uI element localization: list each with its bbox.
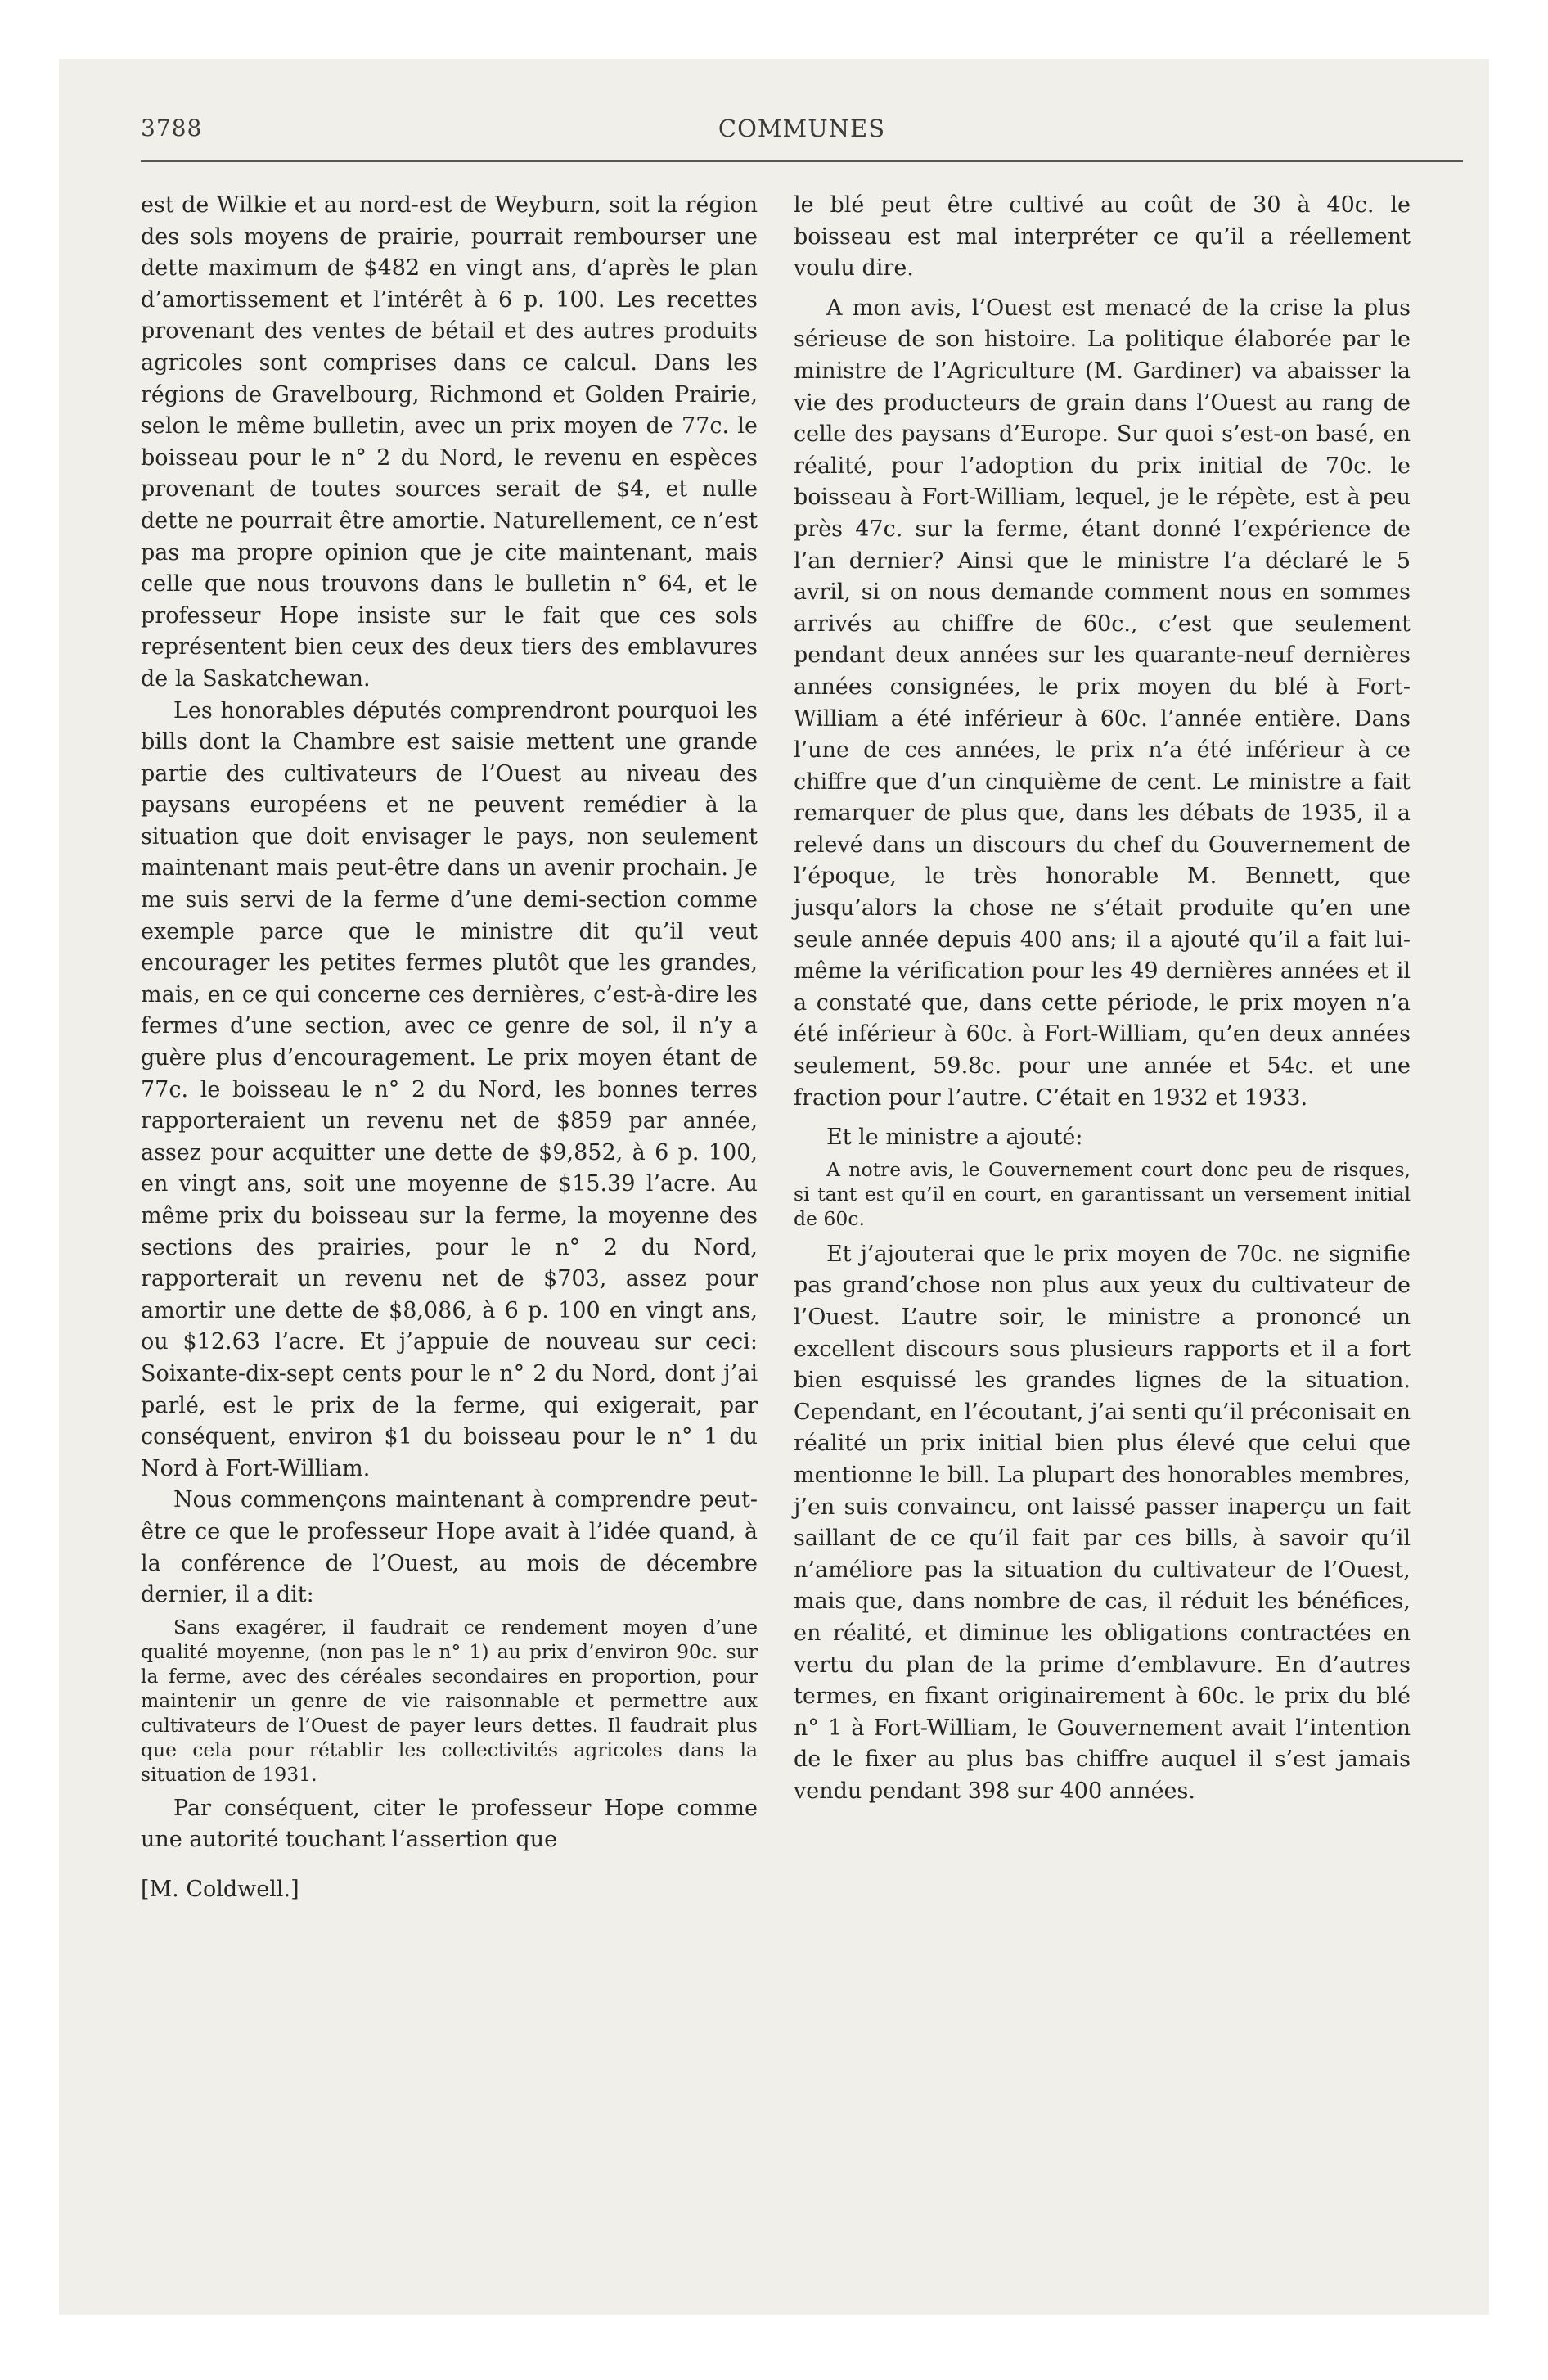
block-quote: Sans exagérer, il faudrait ce rendement moyen d’une qualité moyenne, (non pas le n° 1) au prix d’environ 90c. sur la ferme, avec des céréales secondaires en proportion, pour maintenir un genre de vie raisonnable et permettre aux cultivateurs de l’Ouest de payer leurs dettes. Il faudrait plus que cela pour rétablir les collectivités agricoles dans la situation de 1931. (141, 1615, 758, 1786)
paragraph: le blé peut être cultivé au coût de 30 à 40c. le boisseau est mal interpréter ce qu’il a réellement voulu dire. (794, 192, 1411, 282)
paragraph: Nous commençons maintenant à comprendre peut-être ce que le professeur Hope avait à l’idée quand, à la conférence de l’Ouest, au mois de décembre dernier, il a dit: (141, 1487, 758, 1608)
page-number: 3788 (141, 115, 203, 142)
page (59, 59, 1489, 2315)
paragraph: A mon avis, l’Ouest est menacé de la crise la plus sérieuse de son histoire. La politique élaborée par le ministre de l’Agriculture (M. Gardiner) va abaisser la vie des producteurs de grain dans l’Ouest au rang de celle des paysans d’Europe. Sur quoi s’est-on basé, en réalité, pour l’adoption du prix initial de 70c. le boisseau à Fort-William, lequel, je le répète, est à peu près 47c. sur la ferme, étant donné l’expérience de l’an dernier? Ainsi que le ministre l’a déclaré le 5 avril, si on nous demande comment nous en sommes arrivés au chiffre de 60c., c’est que seulement pendant deux années sur les quarante-neuf dernières années consignées, le prix moyen du blé à Fort-William a été inférieur à 60c. l’année entière. Dans l’une de ces années, le prix n’a été inférieur à ce chiffre que d’un cinquième de cent. Le ministre a fait remarquer de plus que, dans les débats de 1935, il a relevé dans un discours du chef du Gouvernement de l’époque, le très honorable M. Bennett, que jusqu’alors la chose ne s’était produite qu’en une seule année depuis 400 ans; il a ajouté qu’il a fait lui-même la vérification pour les 49 dernières années et il a constaté que, dans cette période, le prix moyen n’a été inférieur à 60c. à Fort-William, qu’en deux années seulement, 59.8c. pour une année et 54c. et une fraction pour l’autre. C’était en 1932 et 1933. (794, 295, 1411, 1111)
paragraph: Les honorables députés comprendront pourquoi les bills dont la Chambre est saisie mettent une grande partie des cultivateurs de l’Ouest au niveau des paysans européens et ne peuvent remédier à la situation que doit envisager le pays, non seulement maintenant mais peut-être dans un avenir prochain. Je me suis servi de la ferme d’une demi-section comme exemple parce que le ministre dit qu’il veut encourager les petites fermes plutôt que les grandes, mais, en ce qui concerne ces dernières, c’est-à-dire les fermes d’une section, avec ce genre de sol, il n’y a guère plus d’encouragement. Le prix moyen étant de 77c. le boisseau le n° 2 du Nord, les bonnes terres rapporteraient un revenu net de $859 par année, assez pour acquitter une dette de $9,852, à 6 p. 100, en vingt ans, soit une moyenne de $15.39 l’acre. Au même prix du boisseau sur la ferme, la moyenne des sections des prairies, pour le n° 2 du Nord, rapporterait un revenu net de $703, assez pour amortir une dette de $8,086, à 6 p. 100 en vingt ans, ou $12.63 l’acre. Et j’appuie de nouveau sur ceci: Soixante-dix-sept cents pour le n° 2 du Nord, dont j’ai parlé, est le prix de la ferme, qui exigerait, par conséquent, environ $1 du boisseau pour le n° 1 du Nord à Fort-William. (141, 697, 758, 1481)
paragraph: Par conséquent, citer le professeur Hope comme une autorité touchant l’assertion que (141, 1795, 758, 1853)
running-title: COMMUNES (718, 115, 886, 142)
block-quote: A notre avis, le Gouvernement court donc peu de risques, si tant est qu’il en court, en garantissant un versement initial de 60c. (794, 1157, 1411, 1230)
right-column (794, 190, 1411, 1808)
header-rule (141, 160, 1463, 162)
left-column (141, 190, 758, 1906)
paragraph: est de Wilkie et au nord-est de Weyburn, soit la région des sols moyens de prairie, pourrait rembourser une dette maximum de $482 en vingt ans, d’après le plan d’amortissement et l’intérêt à 6 p. 100. Les recettes provenant des ventes de bétail et des autres produits agricoles sont comprises dans ce calcul. Dans les régions de Gravelbourg, Richmond et Golden Prairie, selon le même bulletin, avec un prix moyen de 77c. le boisseau pour le n° 2 du Nord, le revenu en espèces provenant de toutes sources serait de $4, et nulle dette ne pourrait être amortie. Naturellement, ce n’est pas ma propre opinion que je cite maintenant, mais celle que nous trouvons dans le bulletin n° 64, et le professeur Hope insiste sur le fait que ces sols représentent bien ceux des deux tiers des emblavures de la Saskatchewan. (141, 192, 758, 692)
page-header (141, 115, 1463, 151)
speaker-attribution: [M. Coldwell.] (141, 1876, 299, 1902)
paragraph: Et le ministre a ajouté: (826, 1125, 1083, 1151)
paragraph: Et j’ajouterai que le prix moyen de 70c. ne signifie pas grand’chose non plus aux yeux du cultivateur de l’Ouest. L’autre soir, le ministre a prononcé un excellent discours sous plusieurs rapports et il a fort bien esquissé les grandes lignes de la situation. Cependant, en l’écoutant, j’ai senti qu’il préconisait en réalité un prix initial bien plus élevé que celui que mentionne le bill. La plupart des honorables membres, j’en suis convaincu, ont laissé passer inaperçu un fait saillant de ce qu’il fait par ces bills, à savoir qu’il n’améliore pas la situation du cultivateur de l’Ouest, mais que, dans nombre de cas, il réduit les bénéfices, en réalité, et diminue les obligations contractées en vertu du plan de la prime d’emblavure. En d’autres termes, en fixant originairement à 60c. le prix du blé n° 1 à Fort-William, le Gouvernement avait l’intention de le fixer au plus bas chiffre auquel il s’est jamais vendu pendant 398 sur 400 années. (794, 1241, 1411, 1804)
